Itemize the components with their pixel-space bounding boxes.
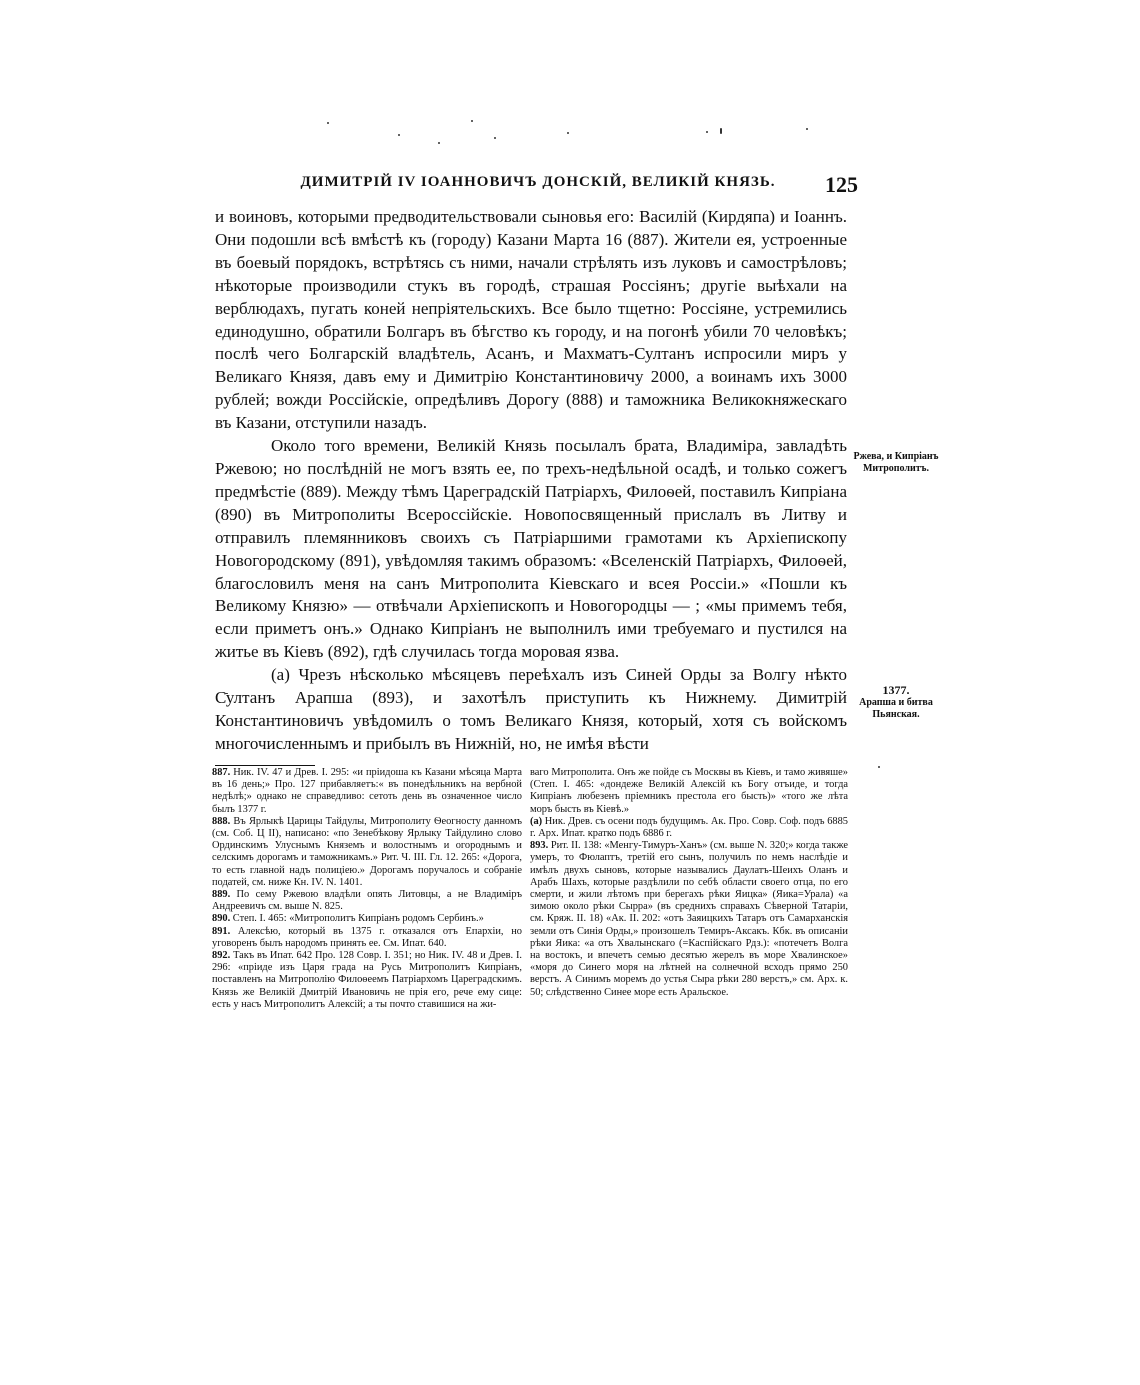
footnote-number: 891.: [212, 925, 231, 937]
footnote-divider: [215, 765, 315, 766]
footnote-889: [212, 889, 522, 913]
footnote-text: Ник. IV. 47 и Древ. I. 295: «и пріидоша къ Казани мѣсяца Марта въ 16 день;» Про. 127 прибавляетъ:« въ понедѣльникъ на вербной недѣлѣ;» однако не справедливо: сетоть день въ означенное число былъ 1377 г.: [212, 767, 522, 815]
body-paragraph: (а) Чрезъ нѣсколько мѣсяцевъ переѣхалъ изъ Синей Орды за Волгу нѣкто Султанъ Арапша (893), и захотѣлъ приступить къ Нижнему. Димитрій Константиновичъ увѣдомилъ о томъ Великаго Князя, который, хотя съ войскомъ многочисленнымъ и прибылъ въ Нижній, но, не имѣя вѣсти: [215, 665, 847, 753]
main-text: [215, 206, 847, 756]
footnote-887: [212, 767, 522, 816]
footnote-text: Степ. I. 465: «Митрополитъ Кипріанъ родомъ Сербинъ.»: [232, 913, 484, 925]
running-header: ДИМИТРІЙ IV ІОАННОВИЧЪ ДОНСКІЙ, ВЕЛИКІЙ КНЯЗЬ.: [300, 174, 776, 190]
footnotes-left-column: [212, 767, 522, 1011]
margin-note-text: Арапша и битва Пьянская.: [859, 697, 933, 720]
footnote-893: [530, 840, 848, 999]
scan-speck: [398, 134, 400, 136]
footnote-892: [212, 950, 522, 1011]
footnote-number: 893.: [530, 840, 549, 852]
scan-speck: [806, 128, 808, 130]
body-paragraph: Около того времени, Великій Князь посылалъ брата, Владиміра, завладѣть Ржевою; но послѣдній не могъ взять ее, по трехъ-недѣльной осадѣ, и только сожегъ предмѣстіе (889). Между тѣмъ Цареградскій Патріархъ, Филоѳей, поставилъ Кипріана (890) въ Митрополиты Всероссійскіе. Новопосвященный прислалъ въ Литву и отправилъ племянниковъ своихъ съ Патріаршими грамотами къ Архіепископу Новогородскому (891), увѣдомляя такимъ образомъ: «Вселенскій Патріархъ, Филоѳей, благословилъ меня на санъ Митрополита Кіевскаго и всея Россіи.» «Пошли къ Великому Князю» — отвѣчали Архіепископъ и Новогородцы — ; «мы примемъ тебя, если приметъ онъ.» Однако Кипріанъ не выполнилъ ими требуемаго и пустился на житье въ Кіевъ (892), гдѣ случилась тогда моровая язва.: [215, 436, 847, 662]
scan-speck: [720, 128, 722, 134]
footnote-a: [530, 816, 848, 840]
scan-speck: [878, 766, 880, 768]
scan-speck: [706, 131, 708, 133]
footnote-number: 887.: [212, 767, 231, 778]
margin-note-rzheva: [852, 451, 940, 475]
margin-note-text: Ржева, и Кипріанъ Митрополитъ.: [853, 451, 939, 474]
margin-note-year: 1377.: [882, 683, 910, 697]
scan-speck: [567, 132, 569, 134]
footnote-text: Въ Ярлыкѣ Царицы Тайдулы, Митрополиту Ѳеогносту данномъ (см. Соб. Ц II), написано: «по Зенебѣкову Ярлыку Тайдулино слово Ординскимъ Улуснымъ Княземъ и волостнымъ и огороднымъ и селскимъ дорогамъ и таможникамъ.» Рит. Ч. III. Гл. 12. 265: «Дорога, то есть главной надъ полиціею.» Дорогамъ поручалось и собраніе податей, см. ниже Кн. IV. N. 1401.: [212, 815, 522, 888]
footnote-text: Ник. Древ. съ осени подъ будущимъ. Ак. Про. Совр. Соф. подъ 6885 г. Арх. Ипат. кратко подъ 6886 г.: [530, 815, 848, 840]
footnote-text: По сему Ржевою владѣли опять Литовцы, а не Владиміръ Андреевичъ см. выше N. 825.: [212, 889, 522, 913]
scan-speck: [471, 120, 473, 122]
footnote-892-continued: [530, 767, 848, 816]
page-number: 125: [825, 172, 858, 197]
scan-speck: [327, 122, 329, 124]
footnote-text: ваго Митрополита. Онъ же пойде съ Москвы въ Кіевъ, и тамо живяше» (Степ. I. 465: «дондеже Великій Алексій къ Богу отъиде, и тогда Кипріанъ любезенъ пріемникъ престола его бысть)» «того же лѣта моръ бысть въ Кіевѣ.»: [530, 767, 848, 815]
footnote-number: 892.: [212, 950, 231, 962]
footnotes-right-column: [530, 767, 848, 999]
body-paragraph: и воиновъ, которыми предводительствовали сыновья его: Василій (Кирдяпа) и Іоаннъ. Они подошли всѣ вмѣстѣ къ (городу) Казани Марта 16 (887). Жители ея, устроенные въ боевый порядокъ, встрѣтясь съ ними, начали стрѣлять изъ луковъ и самострѣловъ; нѣкоторые производили стукъ въ городѣ, страшая Россіянъ; другіе выѣхали на верблюдахъ, пугать коней непріятельскихъ. Все было тщетно: Россіяне, устремились единодушно, обратили Болгаръ въ бѣгство къ городу, и на погонѣ убили 70 человѣкъ; послѣ чего Болгарскій владѣтель, Асанъ, и Махматъ-Султанъ испросили миръ у Великаго Князя, давъ ему и Димитрію Константиновичу 2000, а воинамъ ихъ 3000 рублей; вожди Россійскіе, опредѣливъ Дорогу (888) и таможника Великокняжескаго въ Казани, отступили назадъ.: [215, 207, 847, 433]
scan-speck: [494, 137, 496, 139]
footnote-text: Рит. II. 138: «Менгу-Тимуръ-Ханъ» (см. выше N. 320;» когда также умеръ, то Фюлаптъ, третій его сынъ, получилъ по немъ наслѣдіе и имѣлъ двухъ сыновъ, которые назывались Даулатъ-Шеихъ Оланъ и Арабъ Шахъ, которые раздѣлили по себѣ области своего отца, по его смерти, и жили лѣтомъ при берегахъ рѣки Яицка» (Яика=Урала) «а зимою около рѣки Сырра» (въ среднихъ справахъ Сѣверной Татаріи, см. Кряж. II. 18) «Ак. II. 202: «отъ Заяицкихъ Татаръ отъ Самарханскія земли отъ Синія Орды,» произошелъ Темиръ-Аксакъ. Кбк. въ описаніи рѣки Яика: «а отъ Хвалынскаго (=Каспійскаго Рдз.): «потечетъ Волга на востокъ, и впечетъ семью десятью жерелъ въ море Хвалинское» «моря до Синего моря на лѣтней на солнечной всходъ прямо 250 верстъ. А Синимъ моремъ до устья Сыра рѣки 280 верстъ,» см. Арх. к. 50; слѣдственно Синее море есть Аральское.: [530, 840, 848, 998]
footnote-888: [212, 816, 522, 889]
footnote-890: [212, 913, 522, 925]
footnote-891: [212, 926, 522, 950]
margin-note-arapsha: [852, 684, 940, 721]
footnote-number: 890.: [212, 913, 231, 925]
footnote-number: (а): [530, 815, 543, 827]
footnote-number: 888.: [212, 815, 231, 827]
scan-speck: [438, 142, 440, 144]
footnote-number: 889.: [212, 889, 231, 901]
footnote-text: Такъ въ Ипат. 642 Про. 128 Совр. I. 351; но Ник. IV. 48 и Древ. I. 296: «пріиде изъ Царя града на Русь Митрополитъ Кипріанъ, поставленъ на Митрополію Филоѳеемъ Патріархомъ Цареградскимъ. Князь же Великій Дмитрій Ивановичь не прія его, рече ему сице: есть у насъ Митрополитъ Алексій; а ты почто ставишися на жи-: [212, 950, 523, 1010]
footnote-text: Алексѣю, который въ 1375 г. отказался отъ Епархіи, но уговоренъ былъ народомъ принять ее. См. Ипат. 640.: [212, 925, 522, 949]
